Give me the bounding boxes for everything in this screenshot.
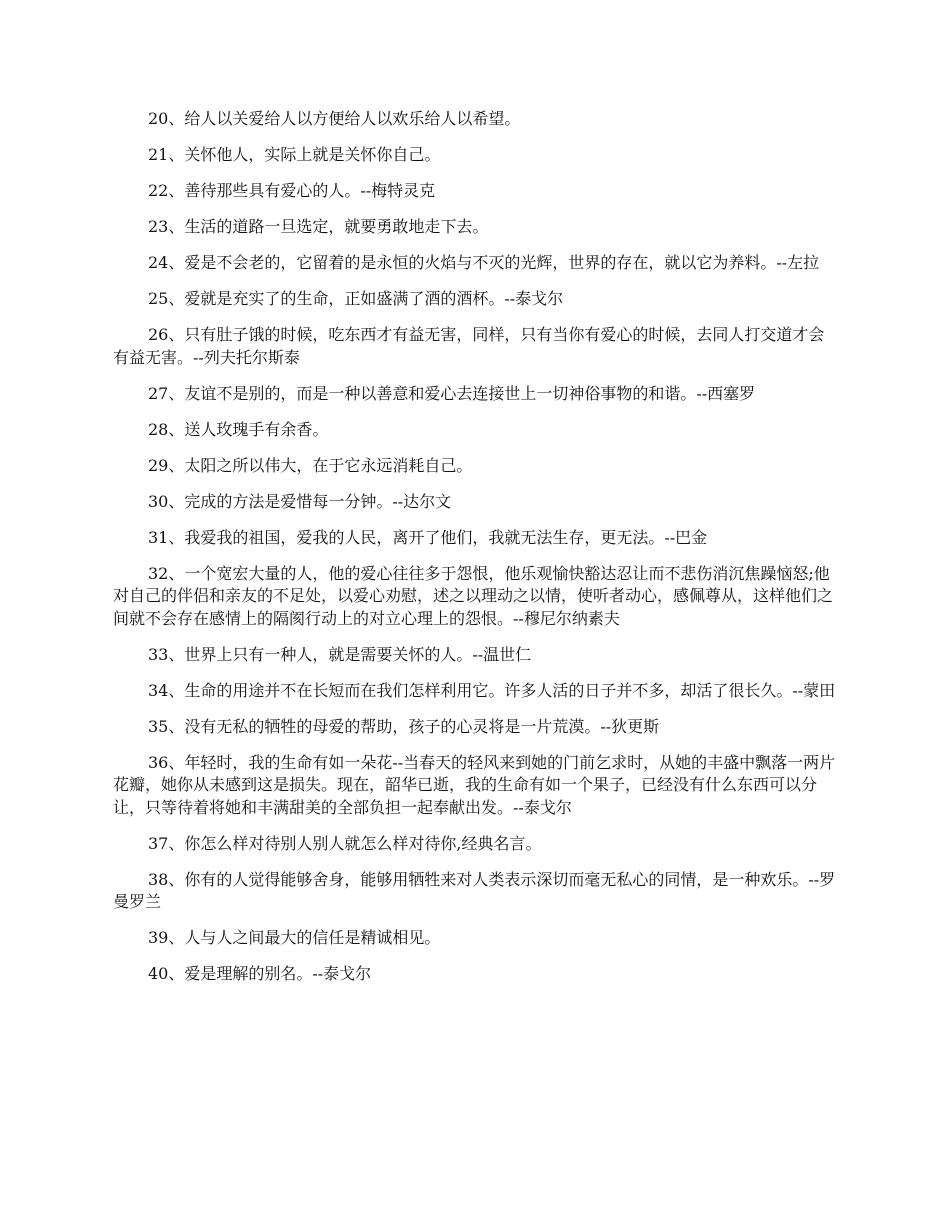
quote-24: 24、爱是不会老的，它留着的是永恒的火焰与不灭的光辉，世界的存在，就以它为养料。--左拉 bbox=[148, 253, 820, 272]
quote-25: 25、爱就是充实了的生命，正如盛满了酒的酒杯。--泰戈尔 bbox=[148, 289, 564, 308]
quote-31: 31、我爱我的祖国，爱我的人民，离开了他们，我就无法生存，更无法。--巴金 bbox=[148, 527, 708, 547]
quote-22: 22、善待那些具有爱心的人。--梅特灵克 bbox=[148, 181, 436, 200]
quote-40: 40、爱是理解的别名。--泰戈尔 bbox=[148, 964, 372, 983]
quote-34: 34、生命的用途并不在长短而在我们怎样利用它。许多人活的日子并不多，却活了很长久。--蒙田 bbox=[148, 680, 836, 700]
quote-23: 23、生活的道路一旦选定，就要勇敢地走下去。 bbox=[148, 217, 489, 236]
quote-35: 35、没有无私的牺牲的母爱的帮助，孩子的心灵将是一片荒漠。--狄更斯 bbox=[148, 716, 660, 736]
quote-21: 21、关怀他人，实际上就是关怀你自己。 bbox=[148, 145, 441, 164]
quote-list bbox=[113, 108, 838, 999]
quote-39: 39、人与人之间最大的信任是精诚相见。 bbox=[148, 928, 441, 947]
quote-30: 30、完成的方法是爱惜每一分钟。--达尔文 bbox=[148, 491, 452, 511]
quote-38: 38、你有的人觉得能够舍身，能够用牺牲来对人类表示深切而毫无私心的同情，是一种欢乐。--罗曼罗兰 bbox=[113, 869, 836, 911]
quote-36: 36、年轻时，我的生命有如一朵花--当春天的轻风来到她的门前乞求时，从她的丰盛中飘落一两片花瓣，她你从未感到这是损失。现在，韶华已逝，我的生命有如一个果子，已经没有什么东西可以分让，只等待着将她和丰满甜美的全部负担一起奉献出发。--泰戈尔 bbox=[113, 752, 836, 817]
quote-27: 27、友谊不是别的，而是一种以善意和爱心去连接世上一切神俗事物的和谐。--西塞罗 bbox=[148, 383, 756, 403]
quote-32: 32、一个宽宏大量的人，他的爱心往往多于怨恨，他乐观愉快豁达忍让而不悲伤消沉焦躁恼怒;他对自己的伴侣和亲友的不足处，以爱心劝慰，述之以理动之以情，使听者动心，感佩尊从，这样他们之间就不会存在感情上的隔阂行动上的对立心理上的怨恨。--穆尼尔纳素夫 bbox=[113, 563, 834, 628]
quote-28: 28、送人玫瑰手有余香。 bbox=[148, 419, 329, 439]
quote-20: 20、给人以关爱给人以方便给人以欢乐给人以希望。 bbox=[148, 109, 521, 128]
quote-26: 26、只有肚子饿的时候，吃东西才有益无害，同样，只有当你有爱心的时候，去同人打交道才会有益无害。--列夫托尔斯泰 bbox=[113, 325, 825, 367]
quote-37: 37、你怎么样对待别人别人就怎么样对待你,经典名言。 bbox=[148, 833, 542, 853]
quote-29: 29、太阳之所以伟大，在于它永远消耗自己。 bbox=[148, 455, 473, 475]
quote-33: 33、世界上只有一种人，就是需要关怀的人。--温世仁 bbox=[148, 644, 532, 664]
